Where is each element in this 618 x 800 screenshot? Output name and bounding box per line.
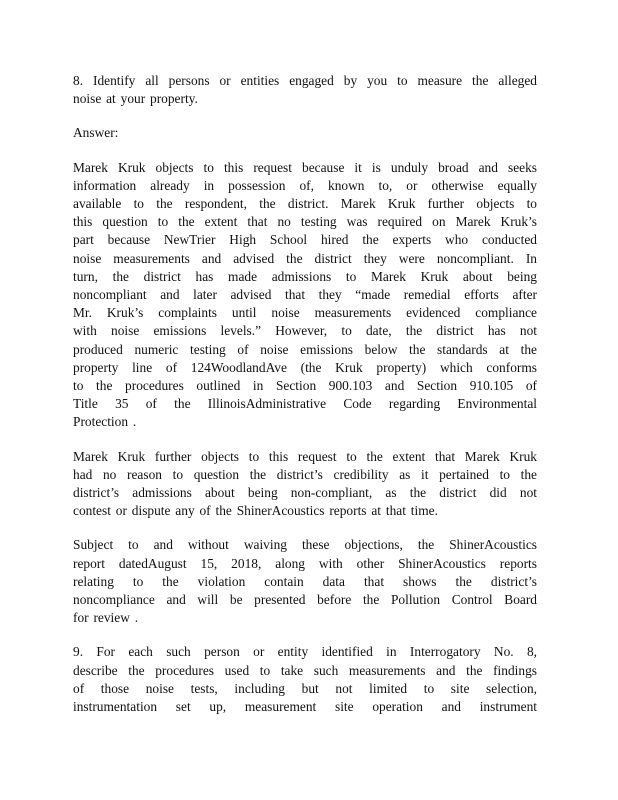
answer-paragraph-1 (73, 159, 537, 432)
text-line: had no reason to question the district’s credibility as it pertained to the (73, 466, 537, 482)
answer-paragraph-2 (73, 448, 537, 521)
text-line: Protection . (73, 414, 137, 430)
text-line: noise measurements and advised the district they were noncompliant. In (73, 250, 537, 266)
document-body (73, 72, 537, 732)
text-line: this question to the extent that no testing was required on Marek Kruk’s (73, 214, 537, 230)
text-line: Title 35 of the IllinoisAdministrative Code regarding Environmental (73, 396, 537, 412)
interrogatory-9 (73, 643, 537, 716)
text-line: instrumentation set up, measurement site operation and instrument (73, 699, 537, 715)
interrogatory-8 (73, 72, 537, 108)
text-line: 8. Identify all persons or entities engaged by you to measure the alleged (73, 73, 537, 88)
text-line: relating to the violation contain data that shows the district’s (73, 573, 537, 589)
text-line: part because NewTrier High School hired the experts who conducted (73, 232, 537, 248)
text-line: produced numeric testing of noise emissions below the standards at the (73, 341, 537, 357)
text-line: available to the respondent, the district. Marek Kruk further objects to (73, 196, 537, 212)
text-line: 9. For each such person or entity identified in Interrogatory No. 8, (73, 644, 537, 660)
text-line: for review . (73, 610, 139, 626)
text-line: contest or dispute any of the ShinerAcoustics reports at that time. (73, 503, 438, 519)
answer-label (73, 124, 537, 142)
text-line: district’s admissions about being non-compliant, as the district did not (73, 485, 537, 501)
answer-label-text: Answer: (73, 125, 119, 141)
text-line: to the procedures outlined in Section 900.103 and Section 910.105 of (73, 378, 537, 394)
text-line: of those noise tests, including but not limited to site selection, (73, 680, 537, 696)
text-line: Marek Kruk further objects to this request to the extent that Marek Kruk (73, 448, 537, 464)
text-line: with noise emissions levels.” However, to date, the district has not (73, 323, 537, 339)
text-line: information already in possession of, known to, or otherwise equally (73, 177, 537, 193)
text-line: describe the procedures used to take such measurements and the findings (73, 662, 537, 678)
text-line: report datedAugust 15, 2018, along with other ShinerAcoustics reports (73, 555, 537, 571)
text-line: Marek Kruk objects to this request because it is unduly broad and seeks (73, 159, 537, 175)
text-line: noncompliant and later advised that they “made remedial efforts after (73, 287, 537, 303)
text-line: Mr. Kruk’s complaints until noise measurements evidenced compliance (73, 305, 537, 321)
text-line: turn, the district has made admissions to Marek Kruk about being (73, 268, 537, 284)
answer-paragraph-3 (73, 536, 537, 627)
text-line: noise at your property. (73, 91, 198, 107)
text-line: property line of 124WoodlandAve (the Kruk property) which conforms (73, 359, 537, 375)
text-line: noncompliance and will be presented before the Pollution Control Board (73, 592, 537, 608)
text-line: Subject to and without waiving these objections, the ShinerAcoustics (73, 537, 537, 553)
